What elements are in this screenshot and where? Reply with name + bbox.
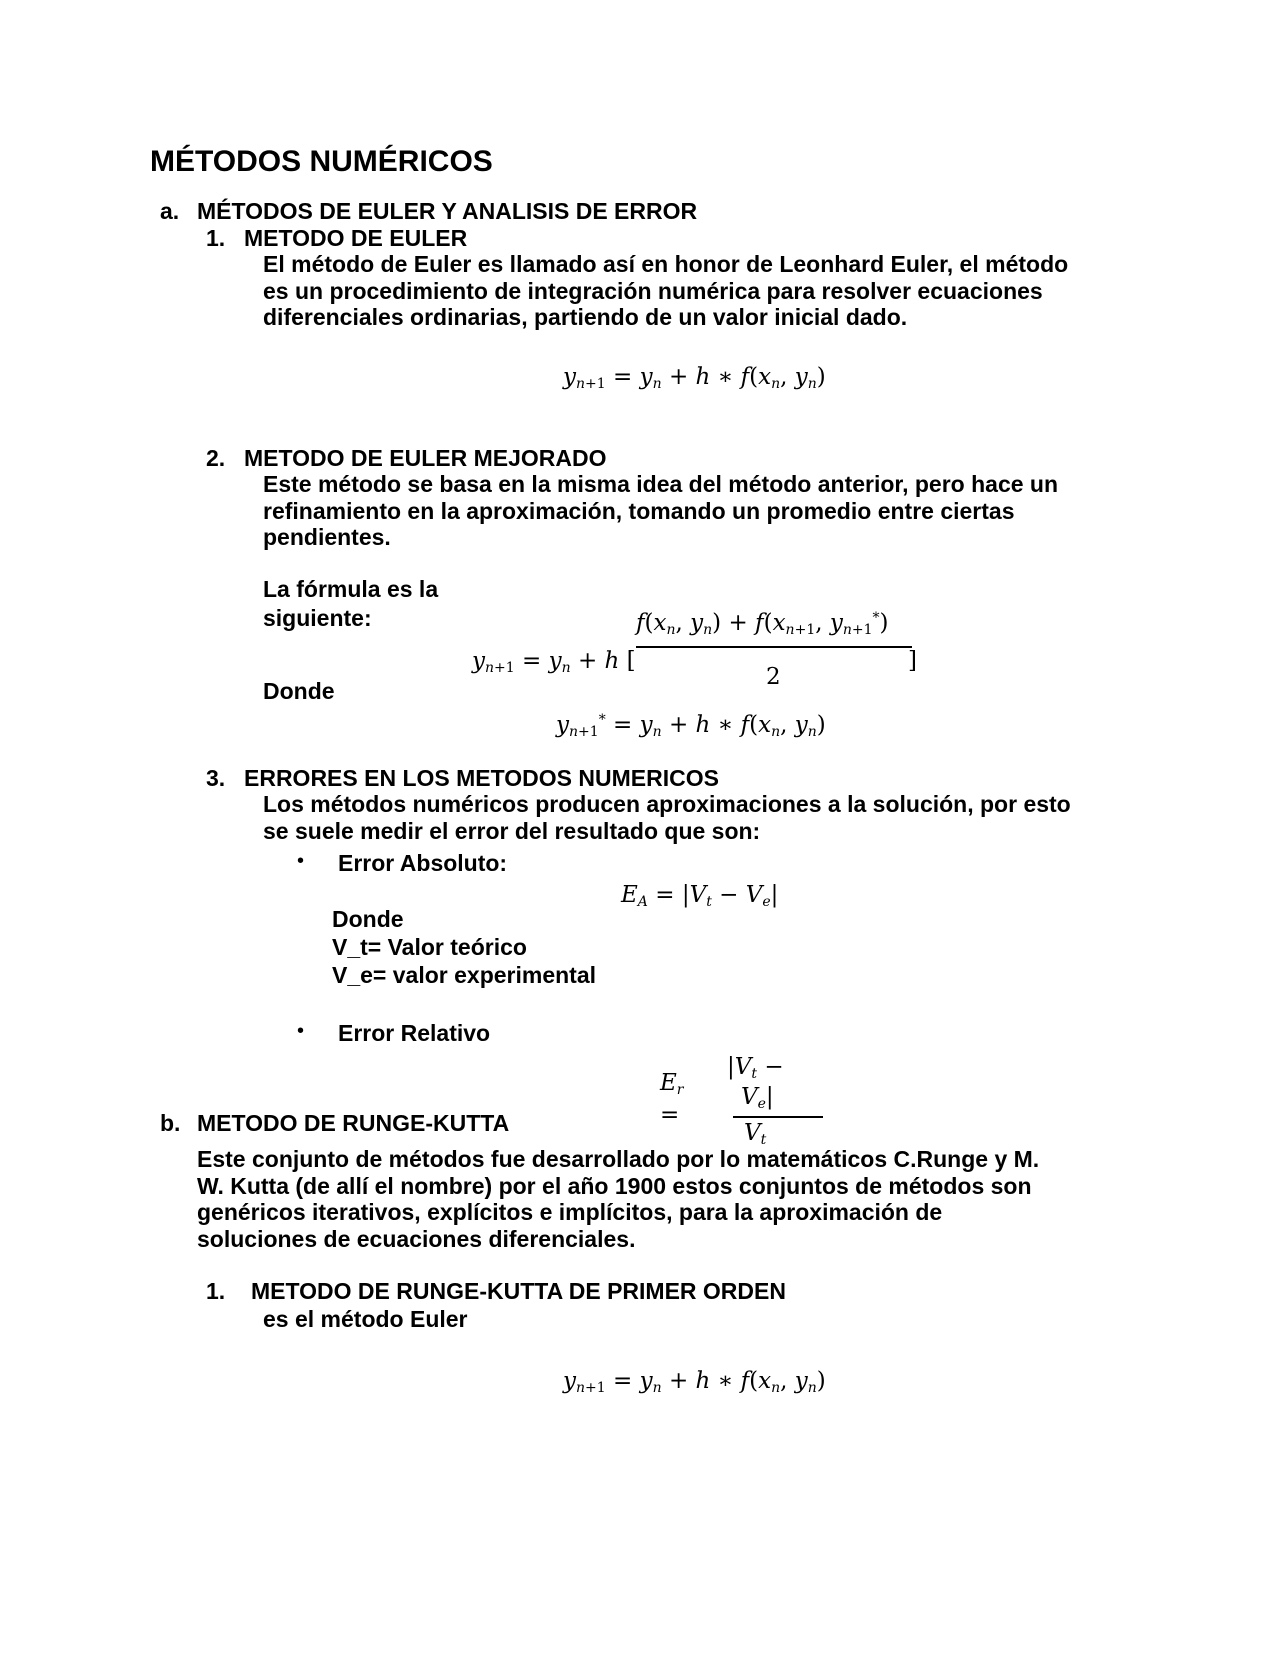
item-3-paragraph bbox=[263, 791, 1071, 844]
relative-error-fraction-bar bbox=[733, 1116, 823, 1118]
improved-euler-numerator: $f(x_n$, $y_n) + f(x_{n+1}$, $y_{n+1}^*$) bbox=[636, 610, 889, 638]
item-1-marker: 1. bbox=[206, 225, 226, 251]
improved-euler-close-bracket: ] bbox=[908, 648, 917, 674]
item-1-heading: METODO DE EULER bbox=[244, 225, 468, 251]
improved-euler-lhs: $y_{n+1} = y_n + h$ [ bbox=[472, 648, 636, 676]
rk1-formula: $y_{n+1} = y_n + h$ ∗ $f(x_n$, $y_n$) bbox=[563, 1368, 826, 1396]
formula-intro-line-1: La fórmula es la bbox=[263, 576, 439, 602]
relative-error-numerator-line-2: $V_e|$ bbox=[741, 1084, 774, 1112]
euler-formula: $y_{n+1} = y_n + h$ ∗ $f(x_n$, $y_n$) bbox=[563, 364, 826, 392]
relative-error-lhs: $E_r$ bbox=[660, 1070, 684, 1098]
paragraph-line: soluciones de ecuaciones diferenciales. bbox=[197, 1225, 636, 1252]
section-b-heading: METODO DE RUNGE-KUTTA bbox=[197, 1110, 510, 1136]
item-2-paragraph bbox=[263, 471, 1058, 551]
paragraph-line: diferenciales ordinarias, partiendo de un valor inicial dado. bbox=[263, 304, 908, 330]
formula-intro-line-2: siguiente: bbox=[263, 605, 372, 631]
paragraph-line: Este conjunto de métodos fue desarrollado por lo matemáticos C.Runge y M. bbox=[197, 1146, 1040, 1172]
paragraph-line: W. Kutta (de allí el nombre) por el año 1900 estos conjuntos de métodos son bbox=[197, 1172, 1032, 1199]
section-a-heading: MÉTODOS DE EULER Y ANALISIS DE ERROR bbox=[197, 198, 698, 224]
bullet-icon: • bbox=[297, 850, 305, 872]
paragraph-line: pendientes. bbox=[263, 524, 391, 550]
rk-item-1-marker: 1. bbox=[206, 1278, 226, 1304]
relative-error-numerator-line-1: $|V_t$ − bbox=[727, 1054, 784, 1082]
bullet-icon: • bbox=[297, 1020, 305, 1042]
paragraph-line: es un procedimiento de integración numérica para resolver ecuaciones bbox=[263, 277, 1043, 304]
section-b-paragraph bbox=[197, 1146, 1039, 1252]
paragraph-line: se suele medir el error del resultado que son: bbox=[263, 817, 761, 844]
donde-label-2: Donde bbox=[332, 906, 404, 932]
relative-error-equals: = bbox=[660, 1102, 680, 1128]
item-3-heading: ERRORES EN LOS METODOS NUMERICOS bbox=[244, 765, 719, 791]
rk-item-1-heading: METODO DE RUNGE-KUTTA DE PRIMER ORDEN bbox=[251, 1278, 786, 1304]
ve-definition: V_e= valor experimental bbox=[332, 962, 597, 988]
error-absoluto-label: Error Absoluto: bbox=[338, 850, 508, 876]
item-2-heading: METODO DE EULER MEJORADO bbox=[244, 445, 607, 471]
paragraph-line: refinamiento en la aproximación, tomando un promedio entre ciertas bbox=[263, 497, 1015, 524]
relative-error-denominator: $V_t$ bbox=[744, 1120, 767, 1148]
page-title: MÉTODOS NUMÉRICOS bbox=[150, 145, 493, 178]
predictor-formula: $y_{n+1}^* = y_n + h$ ∗ $f(x_n$, $y_n$) bbox=[556, 712, 826, 740]
item-2-marker: 2. bbox=[206, 445, 226, 471]
improved-euler-denominator: 2 bbox=[766, 664, 781, 690]
paragraph-line: Este método se basa en la misma idea del método anterior, pero hace un bbox=[263, 471, 1059, 497]
error-relativo-label: Error Relativo bbox=[338, 1020, 491, 1046]
paragraph-line: genéricos iterativos, explícitos e implícitos, para la aproximación de bbox=[197, 1199, 943, 1225]
paragraph-line: El método de Euler es llamado así en honor de Leonhard Euler, el método bbox=[263, 251, 1069, 277]
donde-label: Donde bbox=[263, 678, 335, 704]
paragraph-line: Los métodos numéricos producen aproximaciones a la solución, por esto bbox=[263, 791, 1071, 817]
section-a-marker: a. bbox=[160, 198, 180, 224]
rk-item-1-text: es el método Euler bbox=[263, 1306, 468, 1332]
absolute-error-formula: $E_A = |V_t - V_e|$ bbox=[621, 882, 779, 910]
item-1-paragraph bbox=[263, 251, 1068, 331]
section-b-marker: b. bbox=[160, 1110, 181, 1136]
item-3-marker: 3. bbox=[206, 765, 226, 791]
vt-definition: V_t= Valor teórico bbox=[332, 934, 527, 960]
fraction-bar bbox=[636, 646, 912, 648]
